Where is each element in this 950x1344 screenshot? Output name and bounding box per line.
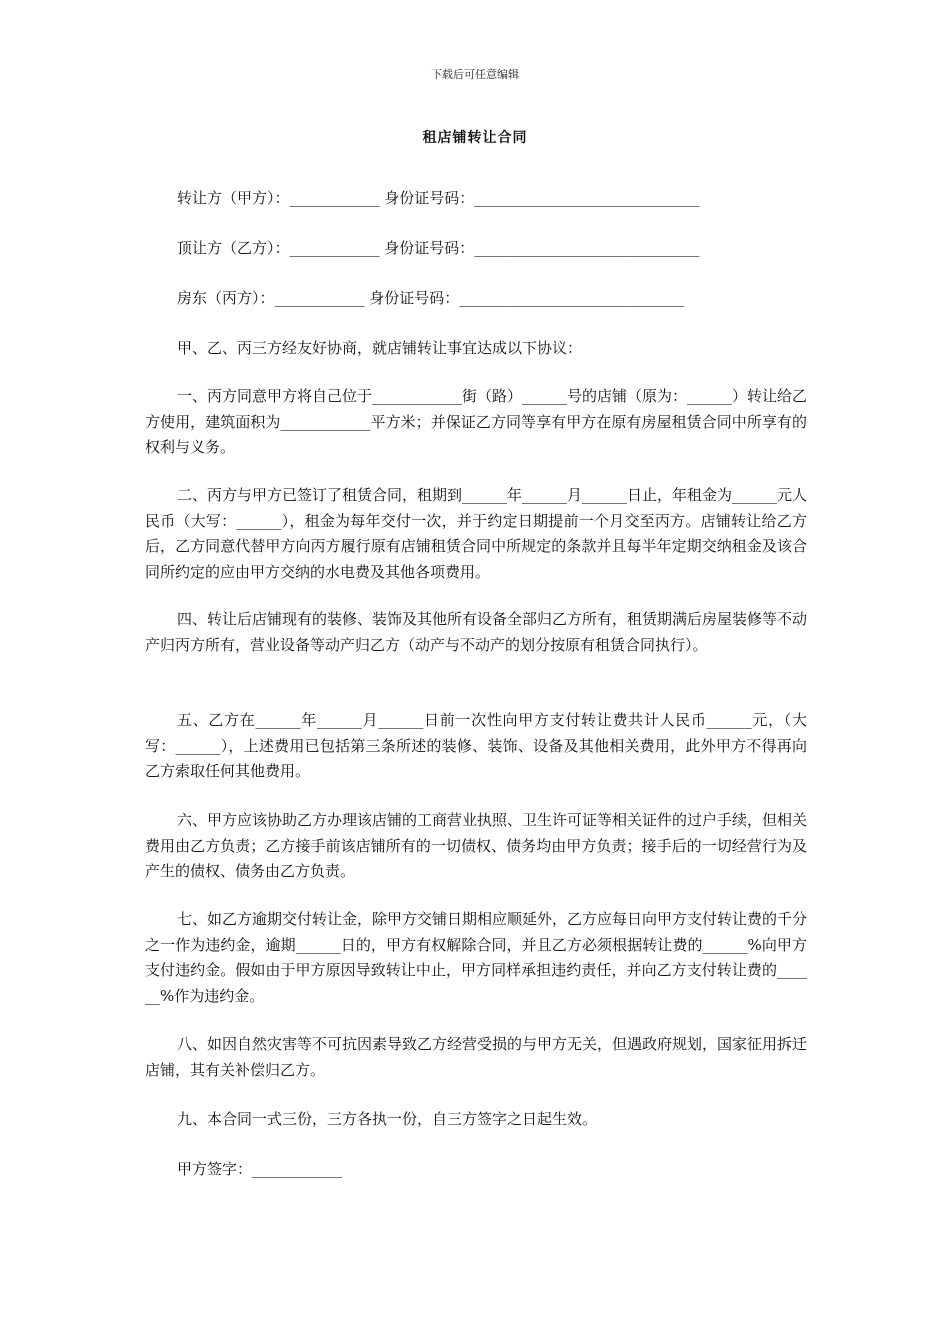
document-title: 租店铺转让合同: [422, 130, 528, 146]
clause-5: 五、乙方在______年______月______日前一次性向甲方支付转让费共计人民币______元，（大写：______），上述费用已包括第三条所述的装修、装饰、设备及其他相关费用，此外甲方不得再向乙方索取任何其他费用。: [145, 711, 807, 780]
clause-7: 七、如乙方逾期交付转让金，除甲方交铺日期相应顺延外，乙方应每日向甲方支付转让费的千分之一作为违约金，逾期______日的，甲方有权解除合同，并且乙方必须根据转让费的______%向甲方支付违约金。假如由于甲方原因导致转让中止，甲方同样承担违约责任，并向乙方支付转让费的______%作为违约金。: [145, 910, 808, 1005]
header-note: 下载后可任意编辑: [431, 68, 519, 81]
signature-party-a: 甲方签字：____________: [177, 1160, 343, 1178]
clause-4: 四、转让后店铺现有的装修、装饰及其他所有设备全部归乙方所有，租赁期满后房屋装修等不动产归丙方所有，营业设备等动产归乙方（动产与不动产的划分按原有租赁合同执行）。: [145, 610, 808, 654]
clause-2: 二、丙方与甲方已签订了租赁合同，租期到______年______月______日止，年租金为______元人民币（大写：______），租金为每年交付一次，并于约定日期提前一个月交至丙方。店铺转让给乙方后，乙方同意代替甲方向丙方履行原有店铺租赁合同中所规定的条款并且每半年定期交纳租金及该合同所约定的应由甲方交纳的水电费及其他各项费用。: [145, 486, 808, 581]
intro-paragraph: 甲、乙、丙三方经友好协商，就店铺转让事宜达成以下协议：: [177, 339, 583, 357]
party-transferee-line: 顶让方（乙方）：____________ 身份证号码：______________________________: [177, 239, 700, 257]
clause-8: 八、如因自然灾害等不可抗因素导致乙方经营受损的与甲方无关，但遇政府规划，国家征用拆迁店铺，其有关补偿归乙方。: [145, 1035, 808, 1079]
clause-6: 六、甲方应该协助乙方办理该店铺的工商营业执照、卫生许可证等相关证件的过户手续，但相关费用由乙方负责；乙方接手前该店铺所有的一切债权、债务均由甲方负责；接手后的一切经营行为及产生的债权、债务由乙方负责。: [145, 811, 808, 880]
party-landlord-line: 房东（丙方）：____________ 身份证号码：______________________________: [177, 289, 685, 307]
party-transferor-line: 转让方（甲方）：____________ 身份证号码：______________________________: [177, 189, 700, 207]
clause-9: 九、本合同一式三份，三方各执一份，自三方签字之日起生效。: [177, 1110, 598, 1128]
clause-1: 一、丙方同意甲方将自己位于____________街（路）______号的店铺（原为：______）转让给乙方使用，建筑面积为____________平方米；并保证乙方同等享有甲方在原有房屋租赁合同中所享有的权利与义务。: [145, 387, 808, 456]
